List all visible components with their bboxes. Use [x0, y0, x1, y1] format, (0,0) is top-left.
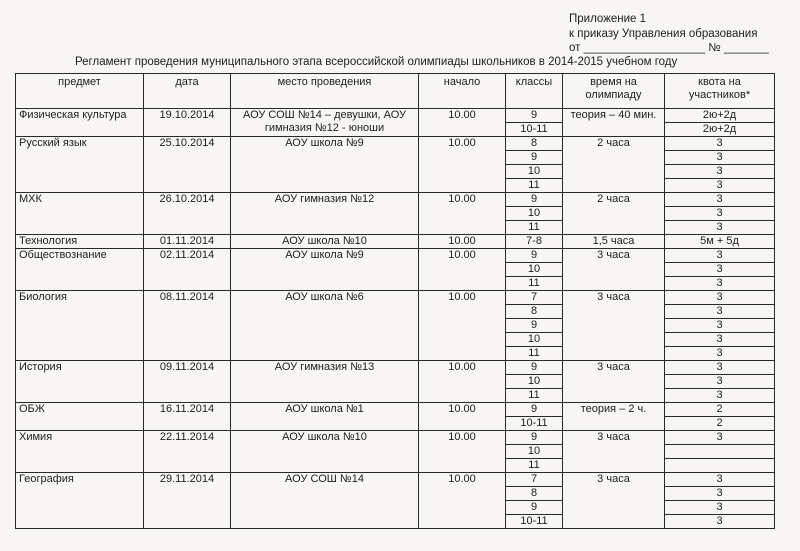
- place-cell: АОУ СОШ №14 – девушки, АОУ гимназия №12 - юноши: [231, 109, 419, 137]
- class-cell: 10: [506, 445, 563, 459]
- start-cell: 10.00: [419, 431, 506, 473]
- table-row: [16, 193, 775, 207]
- quota-cell: 3: [665, 375, 775, 389]
- time-cell: 2 часа: [563, 137, 665, 193]
- start-cell: 10.00: [419, 193, 506, 235]
- header-classes: классы: [506, 74, 563, 109]
- subject-cell: Технология: [16, 235, 144, 249]
- subject-cell: Биология: [16, 291, 144, 361]
- class-cell: 8: [506, 487, 563, 501]
- class-cell: 8: [506, 137, 563, 151]
- place-cell: АОУ СОШ №14: [231, 473, 419, 529]
- place-cell: АОУ школа №1: [231, 403, 419, 431]
- subject-cell: Физическая культура: [16, 109, 144, 137]
- table-row: [16, 249, 775, 263]
- table-row: [16, 291, 775, 305]
- class-cell: 9: [506, 151, 563, 165]
- time-cell: 3 часа: [563, 291, 665, 361]
- quota-cell: 3: [665, 305, 775, 319]
- subject-cell: ОБЖ: [16, 403, 144, 431]
- subject-cell: История: [16, 361, 144, 403]
- quota-cell: 3: [665, 431, 775, 445]
- quota-cell: 3: [665, 347, 775, 361]
- subject-cell: География: [16, 473, 144, 529]
- annex-line-3: от ___________________ № _______: [569, 42, 769, 54]
- start-cell: 10.00: [419, 361, 506, 403]
- header-place: место проведения: [231, 74, 419, 109]
- quota-cell: 3: [665, 291, 775, 305]
- place-cell: АОУ гимназия №12: [231, 193, 419, 235]
- class-cell: 10: [506, 207, 563, 221]
- place-cell: АОУ школа №9: [231, 137, 419, 193]
- date-cell: 01.11.2014: [144, 235, 231, 249]
- place-cell: АОУ школа №10: [231, 431, 419, 473]
- header-quota: квота на участников*: [665, 74, 775, 109]
- class-cell: 9: [506, 319, 563, 333]
- annex-block: [569, 12, 769, 56]
- class-cell: 9: [506, 403, 563, 417]
- class-cell: 8: [506, 305, 563, 319]
- header-row: [16, 74, 775, 109]
- table-row: [16, 109, 775, 123]
- quota-cell: 2ю+2д: [665, 109, 775, 123]
- class-cell: 9: [506, 501, 563, 515]
- time-cell: 3 часа: [563, 249, 665, 291]
- header-start: начало: [419, 74, 506, 109]
- quota-cell: 3: [665, 207, 775, 221]
- table-row: [16, 235, 775, 249]
- date-cell: 08.11.2014: [144, 291, 231, 361]
- subject-cell: МХК: [16, 193, 144, 235]
- header-subject: предмет: [16, 74, 144, 109]
- class-cell: 11: [506, 179, 563, 193]
- time-cell: 1,5 часа: [563, 235, 665, 249]
- quota-cell: 3: [665, 515, 775, 529]
- header-date: дата: [144, 74, 231, 109]
- start-cell: 10.00: [419, 235, 506, 249]
- date-cell: 09.11.2014: [144, 361, 231, 403]
- quota-cell: 3: [665, 151, 775, 165]
- quota-cell: 2ю+2д: [665, 123, 775, 137]
- class-cell: 10-11: [506, 515, 563, 529]
- class-cell: 9: [506, 431, 563, 445]
- time-cell: теория – 2 ч.: [563, 403, 665, 431]
- place-cell: АОУ школа №6: [231, 291, 419, 361]
- quota-cell: 3: [665, 137, 775, 151]
- quota-cell: 2: [665, 403, 775, 417]
- quota-cell: 3: [665, 193, 775, 207]
- class-cell: 11: [506, 221, 563, 235]
- class-cell: 10-11: [506, 123, 563, 137]
- quota-cell: 3: [665, 389, 775, 403]
- table-row: [16, 403, 775, 417]
- quota-cell: 3: [665, 473, 775, 487]
- class-cell: 11: [506, 277, 563, 291]
- class-cell: 10: [506, 375, 563, 389]
- class-cell: 9: [506, 193, 563, 207]
- header-time: время на олимпиаду: [563, 74, 665, 109]
- annex-line-1: Приложение 1: [569, 13, 647, 25]
- date-cell: 02.11.2014: [144, 249, 231, 291]
- class-cell: 9: [506, 109, 563, 123]
- start-cell: 10.00: [419, 109, 506, 137]
- olympiad-schedule-table: [15, 73, 775, 529]
- date-cell: 22.11.2014: [144, 431, 231, 473]
- quota-cell: 3: [665, 263, 775, 277]
- class-cell: 9: [506, 249, 563, 263]
- table-row: [16, 361, 775, 375]
- quota-cell: 3: [665, 333, 775, 347]
- annex-line-2: к приказу Управления образования: [569, 27, 758, 40]
- subject-cell: Русский язык: [16, 137, 144, 193]
- quota-cell: 3: [665, 501, 775, 515]
- quota-cell: 3: [665, 249, 775, 263]
- class-cell: 7: [506, 291, 563, 305]
- quota-cell: 5м + 5д: [665, 235, 775, 249]
- time-cell: теория – 40 мин.: [563, 109, 665, 137]
- quota-cell: 3: [665, 487, 775, 501]
- class-cell: 11: [506, 459, 563, 473]
- table-row: [16, 137, 775, 151]
- date-cell: 25.10.2014: [144, 137, 231, 193]
- class-cell: 10-11: [506, 417, 563, 431]
- time-cell: 3 часа: [563, 361, 665, 403]
- quota-cell: [665, 459, 775, 473]
- quota-cell: 2: [665, 417, 775, 431]
- start-cell: 10.00: [419, 137, 506, 193]
- quota-cell: 3: [665, 179, 775, 193]
- date-cell: 16.11.2014: [144, 403, 231, 431]
- place-cell: АОУ школа №9: [231, 249, 419, 291]
- date-cell: 29.11.2014: [144, 473, 231, 529]
- class-cell: 11: [506, 347, 563, 361]
- quota-cell: [665, 445, 775, 459]
- start-cell: 10.00: [419, 473, 506, 529]
- quota-cell: 3: [665, 221, 775, 235]
- table-body: [16, 109, 775, 529]
- start-cell: 10.00: [419, 291, 506, 361]
- start-cell: 10.00: [419, 403, 506, 431]
- table-row: [16, 431, 775, 445]
- quota-cell: 3: [665, 165, 775, 179]
- place-cell: АОУ школа №10: [231, 235, 419, 249]
- class-cell: 10: [506, 333, 563, 347]
- class-cell: 7-8: [506, 235, 563, 249]
- time-cell: 3 часа: [563, 431, 665, 473]
- date-cell: 19.10.2014: [144, 109, 231, 137]
- class-cell: 10: [506, 263, 563, 277]
- quota-cell: 3: [665, 277, 775, 291]
- start-cell: 10.00: [419, 249, 506, 291]
- place-cell: АОУ гимназия №13: [231, 361, 419, 403]
- date-cell: 26.10.2014: [144, 193, 231, 235]
- subject-cell: Химия: [16, 431, 144, 473]
- class-cell: 7: [506, 473, 563, 487]
- class-cell: 9: [506, 361, 563, 375]
- quota-cell: 3: [665, 319, 775, 333]
- class-cell: 11: [506, 389, 563, 403]
- quota-cell: 3: [665, 361, 775, 375]
- time-cell: 2 часа: [563, 193, 665, 235]
- subject-cell: Обществознание: [16, 249, 144, 291]
- table-row: [16, 473, 775, 487]
- document-title: Регламент проведения муниципального этапа всероссийской олимпиады школьников в 2014-2015 учебном году: [75, 56, 678, 68]
- class-cell: 10: [506, 165, 563, 179]
- time-cell: 3 часа: [563, 473, 665, 529]
